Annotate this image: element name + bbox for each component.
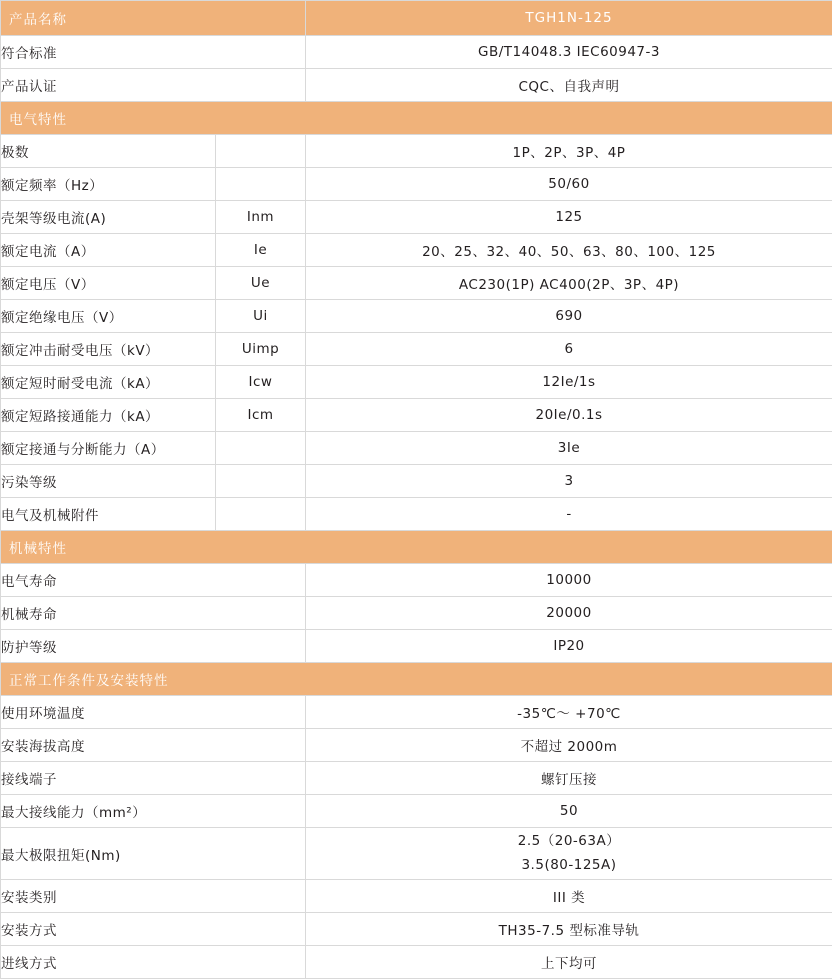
row-symbol — [216, 168, 306, 201]
row-value: 125 — [306, 201, 832, 234]
section-title: 电气特性 — [1, 102, 832, 135]
row-symbol: Ue — [216, 267, 306, 300]
row-label: 污染等级 — [1, 465, 216, 498]
table-row — [1, 36, 832, 69]
row-value: 20、25、32、40、50、63、80、100、125 — [306, 234, 832, 267]
row-value: 50/60 — [306, 168, 832, 201]
header-product-name-value: TGH1N-125 — [306, 1, 832, 36]
row-label: 额定频率（Hz） — [1, 168, 216, 201]
table-row — [1, 880, 832, 913]
row-value: 不超过 2000m — [306, 729, 832, 762]
row-label: 防护等级 — [1, 630, 306, 663]
row-label: 额定电压（V） — [1, 267, 216, 300]
row-label: 电气及机械附件 — [1, 498, 216, 531]
table-row — [1, 498, 832, 531]
row-value-line-2: 3.5(80-125A) — [306, 854, 832, 878]
table-row — [1, 828, 832, 880]
row-label: 额定接通与分断能力（A） — [1, 432, 216, 465]
section-title: 正常工作条件及安装特性 — [1, 663, 832, 696]
row-label: 安装类别 — [1, 880, 306, 913]
row-value-line-1: 2.5（20-63A） — [306, 830, 832, 854]
table-row — [1, 69, 832, 102]
row-symbol: Icm — [216, 399, 306, 432]
row-value: 20Ie/0.1s — [306, 399, 832, 432]
row-label: 额定电流（A） — [1, 234, 216, 267]
row-value: 10000 — [306, 564, 832, 597]
header-product-name-label: 产品名称 — [1, 1, 306, 36]
table-row — [1, 795, 832, 828]
table-row — [1, 564, 832, 597]
row-value: - — [306, 498, 832, 531]
row-value: 3Ie — [306, 432, 832, 465]
section-header-mechanical — [1, 531, 832, 564]
row-value: 上下均可 — [306, 946, 832, 979]
row-label: 壳架等级电流(A) — [1, 201, 216, 234]
row-symbol — [216, 465, 306, 498]
table-row — [1, 630, 832, 663]
row-value: CQC、自我声明 — [306, 69, 832, 102]
table-row — [1, 913, 832, 946]
table-row — [1, 366, 832, 399]
row-label: 进线方式 — [1, 946, 306, 979]
row-symbol: Uimp — [216, 333, 306, 366]
row-label: 额定短路接通能力（kA） — [1, 399, 216, 432]
row-label: 机械寿命 — [1, 597, 306, 630]
row-value: IP20 — [306, 630, 832, 663]
table-row — [1, 762, 832, 795]
table-row — [1, 300, 832, 333]
table-row — [1, 597, 832, 630]
table-header-row — [1, 1, 832, 36]
table-row — [1, 432, 832, 465]
row-value: 1P、2P、3P、4P — [306, 135, 832, 168]
row-value: III 类 — [306, 880, 832, 913]
table-row — [1, 201, 832, 234]
row-label: 安装海拔高度 — [1, 729, 306, 762]
row-symbol: Inm — [216, 201, 306, 234]
table-row — [1, 267, 832, 300]
section-header-electrical — [1, 102, 832, 135]
row-label: 安装方式 — [1, 913, 306, 946]
row-value: AC230(1P) AC400(2P、3P、4P) — [306, 267, 832, 300]
row-value: 3 — [306, 465, 832, 498]
table-row — [1, 696, 832, 729]
row-label: 接线端子 — [1, 762, 306, 795]
row-value: 6 — [306, 333, 832, 366]
table-row — [1, 399, 832, 432]
row-label: 极数 — [1, 135, 216, 168]
row-label: 使用环境温度 — [1, 696, 306, 729]
row-value: 20000 — [306, 597, 832, 630]
row-value: 50 — [306, 795, 832, 828]
row-label: 额定短时耐受电流（kA） — [1, 366, 216, 399]
row-label: 最大接线能力（mm²） — [1, 795, 306, 828]
row-value — [306, 828, 832, 880]
row-symbol — [216, 135, 306, 168]
row-label: 电气寿命 — [1, 564, 306, 597]
row-label: 额定绝缘电压（V） — [1, 300, 216, 333]
section-header-operating-conditions — [1, 663, 832, 696]
table-row — [1, 234, 832, 267]
table-row — [1, 333, 832, 366]
row-symbol: Icw — [216, 366, 306, 399]
row-symbol: Ie — [216, 234, 306, 267]
row-label: 额定冲击耐受电压（kV） — [1, 333, 216, 366]
table-row — [1, 729, 832, 762]
section-title: 机械特性 — [1, 531, 832, 564]
row-value: -35℃～ +70℃ — [306, 696, 832, 729]
table-row — [1, 168, 832, 201]
row-symbol — [216, 432, 306, 465]
row-value: 690 — [306, 300, 832, 333]
table-row — [1, 135, 832, 168]
row-symbol: Ui — [216, 300, 306, 333]
row-value: TH35-7.5 型标准导轨 — [306, 913, 832, 946]
table-row — [1, 465, 832, 498]
row-value: 螺钉压接 — [306, 762, 832, 795]
row-label: 符合标准 — [1, 36, 306, 69]
row-symbol — [216, 498, 306, 531]
row-label: 最大极限扭矩(Nm) — [1, 828, 306, 880]
row-label: 产品认证 — [1, 69, 306, 102]
row-value: 12Ie/1s — [306, 366, 832, 399]
row-value: GB/T14048.3 IEC60947-3 — [306, 36, 832, 69]
table-row — [1, 946, 832, 979]
